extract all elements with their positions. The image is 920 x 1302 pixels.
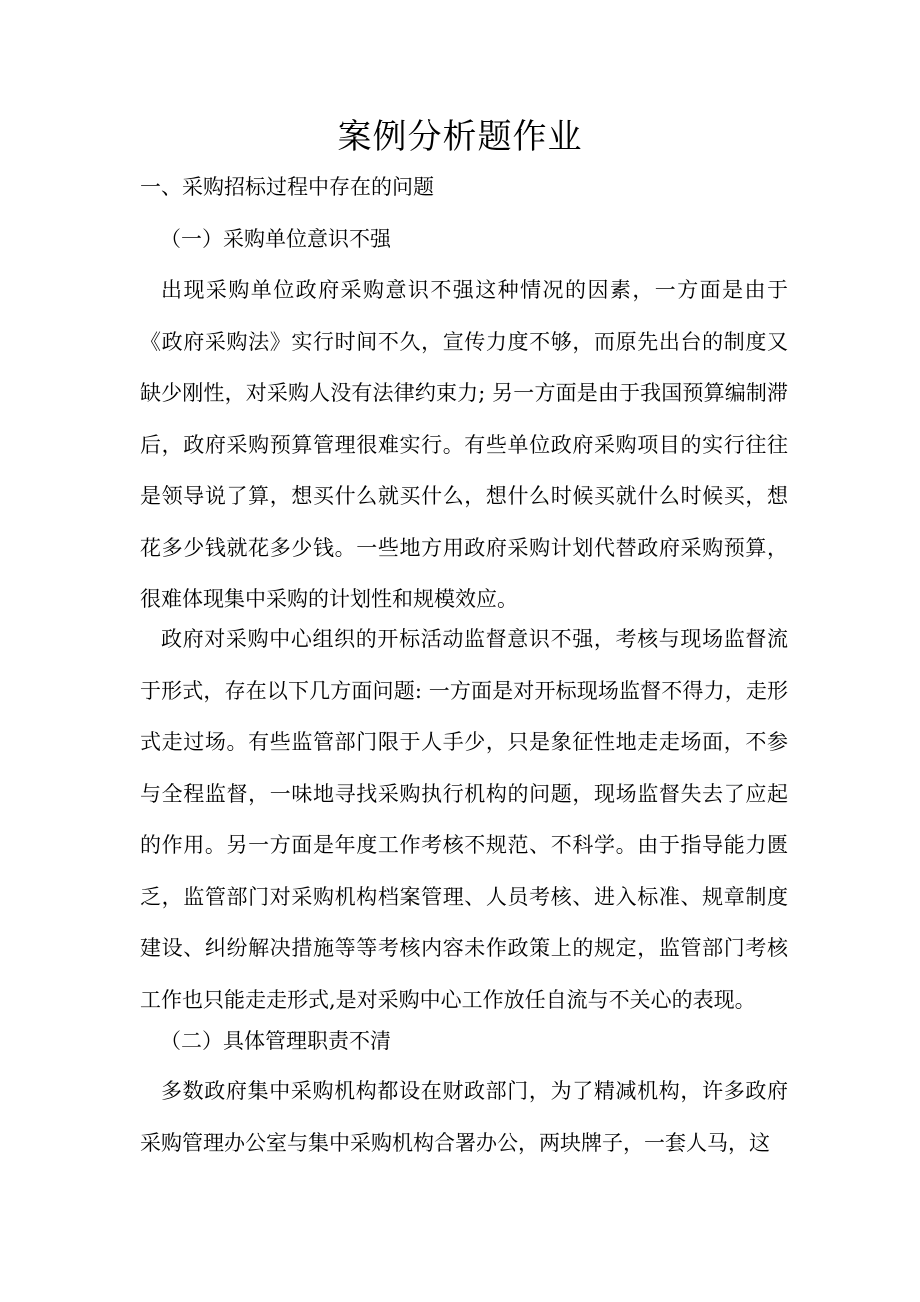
document-title: 案例分析题作业 bbox=[337, 117, 583, 157]
paragraph-2: 政府对采购中心组织的开标活动监督意识不强，考核与现场监督流于形式，存在以下几方面问题: 一方面是对开标现场监督不得力，走形式走过场。有些监管部门限于人手少，只是象征性地走走场面，不参与全程监督，一味地寻找采购执行机构的问题，现场监督失去了应起的作用。另一方面是年度工作考核不规范、不科学。由于指导能力匮乏，监管部门对采购机构档案管理、人员考核、进入标准、规章制度建设、纠纷解决措施等等考核内容未作政策上的规定，监管部门考核工作也只能走走形式,是对采购中心工作放任自流与不关心的表现。 bbox=[140, 627, 788, 1012]
subsection-heading-1: （一）采购单位意识不强 bbox=[160, 227, 391, 251]
paragraph-1: 出现采购单位政府采购意识不强这种情况的因素，一方面是由于《政府采购法》实行时间不久，宣传力度不够，而原先出台的制度又缺少刚性，对采购人没有法律约束力; 另一方面是由于我国预算编制滞后，政府采购预算管理很难实行。有些单位政府采购项目的实行往往是领导说了算，想买什么就买什么，想什么时候买就什么时候买，想花多少钱就花多少钱。一些地方用政府采购计划代替政府采购预算，很难体现集中采购的计划性和规模效应。 bbox=[140, 278, 788, 611]
paragraph-3: 多数政府集中采购机构都设在财政部门，为了精减机构，许多政府采购管理办公室与集中采购机构合署办公，两块牌子，一套人马，这 bbox=[140, 1079, 788, 1155]
section-heading-1: 一、采购招标过程中存在的问题 bbox=[140, 175, 434, 199]
subsection-heading-2: （二）具体管理职责不清 bbox=[160, 1029, 391, 1053]
